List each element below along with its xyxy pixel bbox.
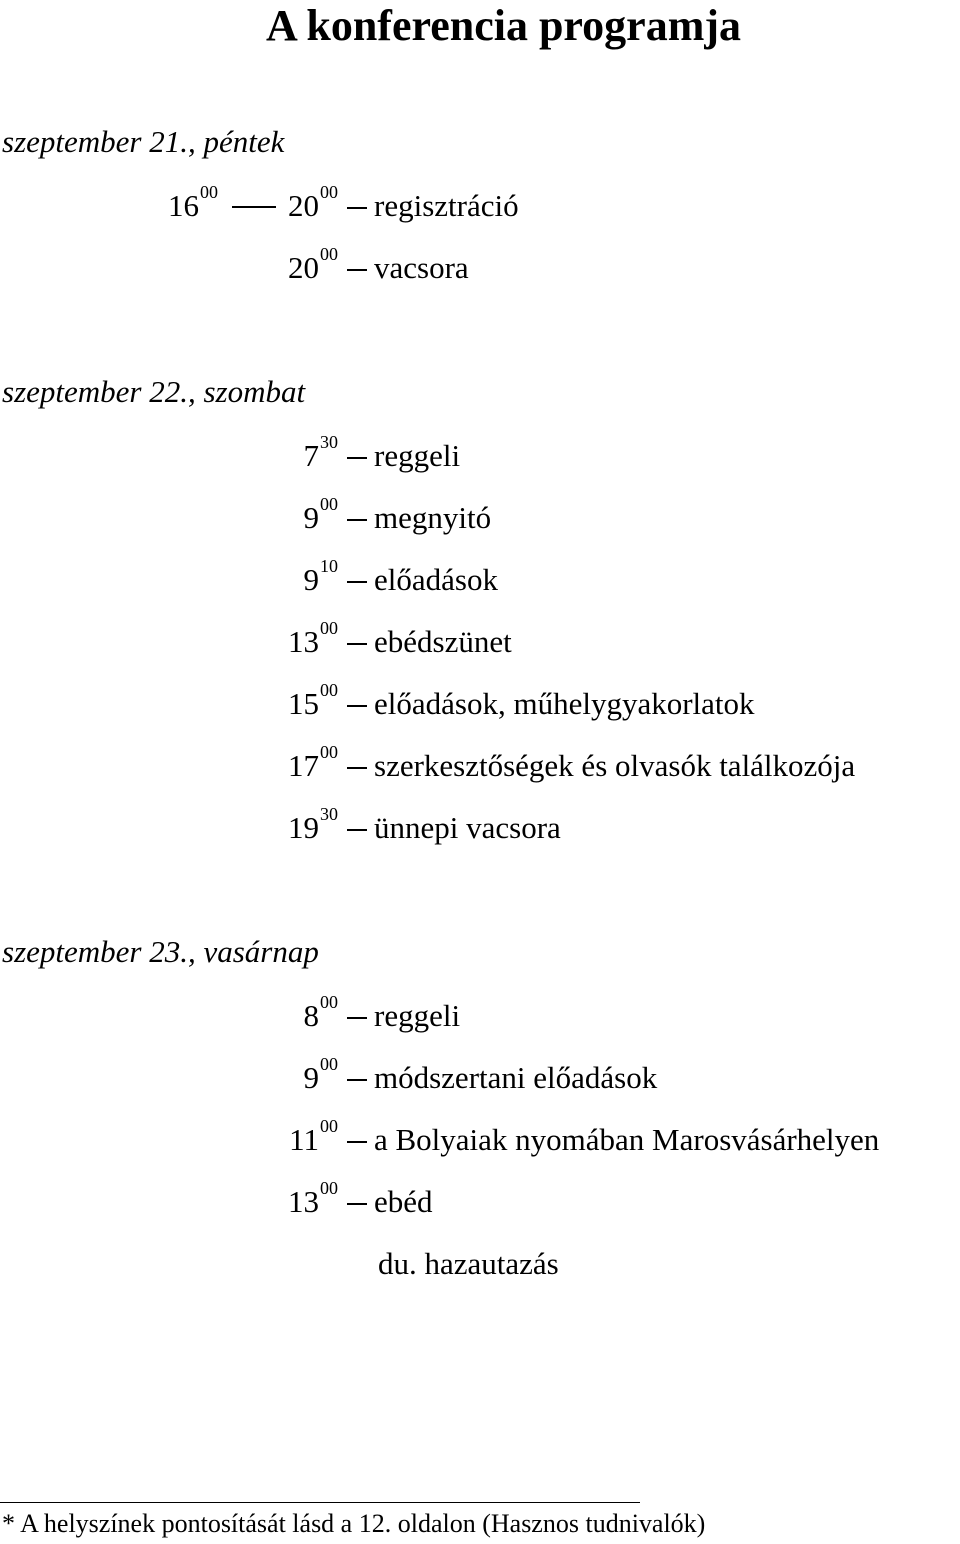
event-label: reggeli	[374, 998, 461, 1033]
time: $9^{00}$	[303, 1054, 338, 1095]
time: $13^{00}$	[288, 618, 338, 659]
event-label: szerkesztőségek és olvasók találkozója	[374, 748, 856, 783]
dash	[347, 643, 367, 645]
dash	[347, 457, 367, 459]
dash	[347, 269, 367, 271]
schedule-row	[0, 618, 960, 662]
schedule-row	[0, 742, 960, 786]
event-label: regisztráció	[374, 188, 519, 223]
dash	[347, 767, 367, 769]
footnote: * A helyszínek pontosítását lásd a 12. oldalon (Hasznos tudnivalók)	[2, 1509, 706, 1538]
schedule-row	[0, 680, 960, 724]
dash	[347, 705, 367, 707]
schedule-row	[0, 992, 960, 1036]
footnote-divider	[0, 1502, 640, 1503]
dash	[347, 207, 367, 209]
event-label: módszertani előadások	[374, 1060, 658, 1095]
event-label: ebéd	[374, 1184, 433, 1219]
time: $11^{00}$	[289, 1116, 338, 1157]
time: $17^{00}$	[288, 742, 338, 783]
dash	[347, 829, 367, 831]
event-label: a Bolyaiak nyomában Marosvásárhelyen	[374, 1122, 880, 1157]
event-label: reggeli	[374, 438, 461, 473]
event-label: ebédszünet	[374, 624, 512, 659]
schedule-row	[0, 432, 960, 476]
schedule-row	[0, 182, 960, 226]
day-heading-1: szeptember 21., péntek	[2, 124, 285, 159]
time: $20^{00}$	[288, 244, 338, 285]
event-label: megnyitó	[374, 500, 492, 535]
schedule-row	[0, 244, 960, 288]
event-label: vacsora	[374, 250, 469, 285]
event-label: előadások, műhelygyakorlatok	[374, 686, 755, 721]
time: $7^{30}$	[303, 432, 338, 473]
schedule-row	[0, 556, 960, 600]
event-label: előadások	[374, 562, 498, 597]
day-heading-2: szeptember 22., szombat	[2, 374, 306, 409]
dash	[347, 1079, 367, 1081]
time: $9^{00}$	[303, 494, 338, 535]
schedule-row	[0, 1116, 960, 1160]
schedule-row	[0, 494, 960, 538]
dash	[347, 1017, 367, 1019]
dash	[347, 581, 367, 583]
event-label: ünnepi vacsora	[374, 810, 561, 845]
time-range: $16^{00}$ $20^{00}$	[168, 182, 338, 223]
dash	[347, 519, 367, 521]
dash	[347, 1141, 367, 1143]
schedule-row	[0, 1178, 960, 1222]
time: $8^{00}$	[303, 992, 338, 1033]
time: $19^{30}$	[288, 804, 338, 845]
page-title: A konferencia programja	[266, 1, 741, 50]
time: $13^{00}$	[288, 1178, 338, 1219]
day-heading-3: szeptember 23., vasárnap	[2, 934, 319, 969]
schedule-row	[0, 1054, 960, 1098]
time: $15^{00}$	[288, 680, 338, 721]
dash	[347, 1203, 367, 1205]
schedule-row	[0, 804, 960, 848]
departure-note: du. hazautazás	[378, 1246, 559, 1281]
time: $9^{10}$	[303, 556, 338, 597]
